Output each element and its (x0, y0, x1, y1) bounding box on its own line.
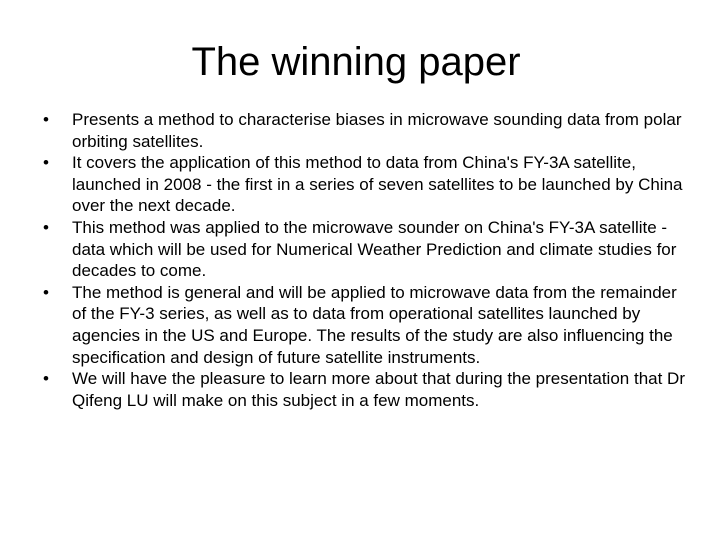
bullet-point-icon: • (43, 282, 49, 302)
bullet-text: The method is general and will be applied to microwave data from the remainder of the FY-3 series, as well as to data from operational satellites launched by agencies in the US and Europe. The results of the study are also influencing the specification and design of future satellite instruments. (72, 282, 677, 367)
bullet-item (36, 368, 686, 411)
bullet-item (36, 109, 686, 152)
bullet-list (36, 109, 686, 411)
bullet-item (36, 152, 686, 217)
bullet-point-icon: • (43, 153, 49, 173)
bullet-point-icon: • (43, 110, 49, 129)
bullet-item (36, 282, 686, 368)
bullet-text: We will have the pleasure to learn more about that during the presentation that Dr Qifeng LU will make on this subject in a few moments. (72, 369, 685, 410)
bullet-text: This method was applied to the microwave sounder on China's FY-3A satellite - data which will be used for Numerical Weather Prediction and climate studies for decades to come. (72, 217, 677, 281)
bullet-text: It covers the application of this method to data from China's FY-3A satellite, launched in 2008 - the first in a series of seven satellites to be launched by China over the next decade. (72, 153, 683, 216)
bullet-point-icon: • (43, 369, 49, 389)
bullet-text: Presents a method to characterise biases in microwave sounding data from polar orbiting satellites. (72, 110, 682, 151)
bullet-item (36, 217, 686, 282)
bullet-point-icon: • (43, 217, 49, 237)
slide-title: The winning paper (191, 40, 521, 84)
